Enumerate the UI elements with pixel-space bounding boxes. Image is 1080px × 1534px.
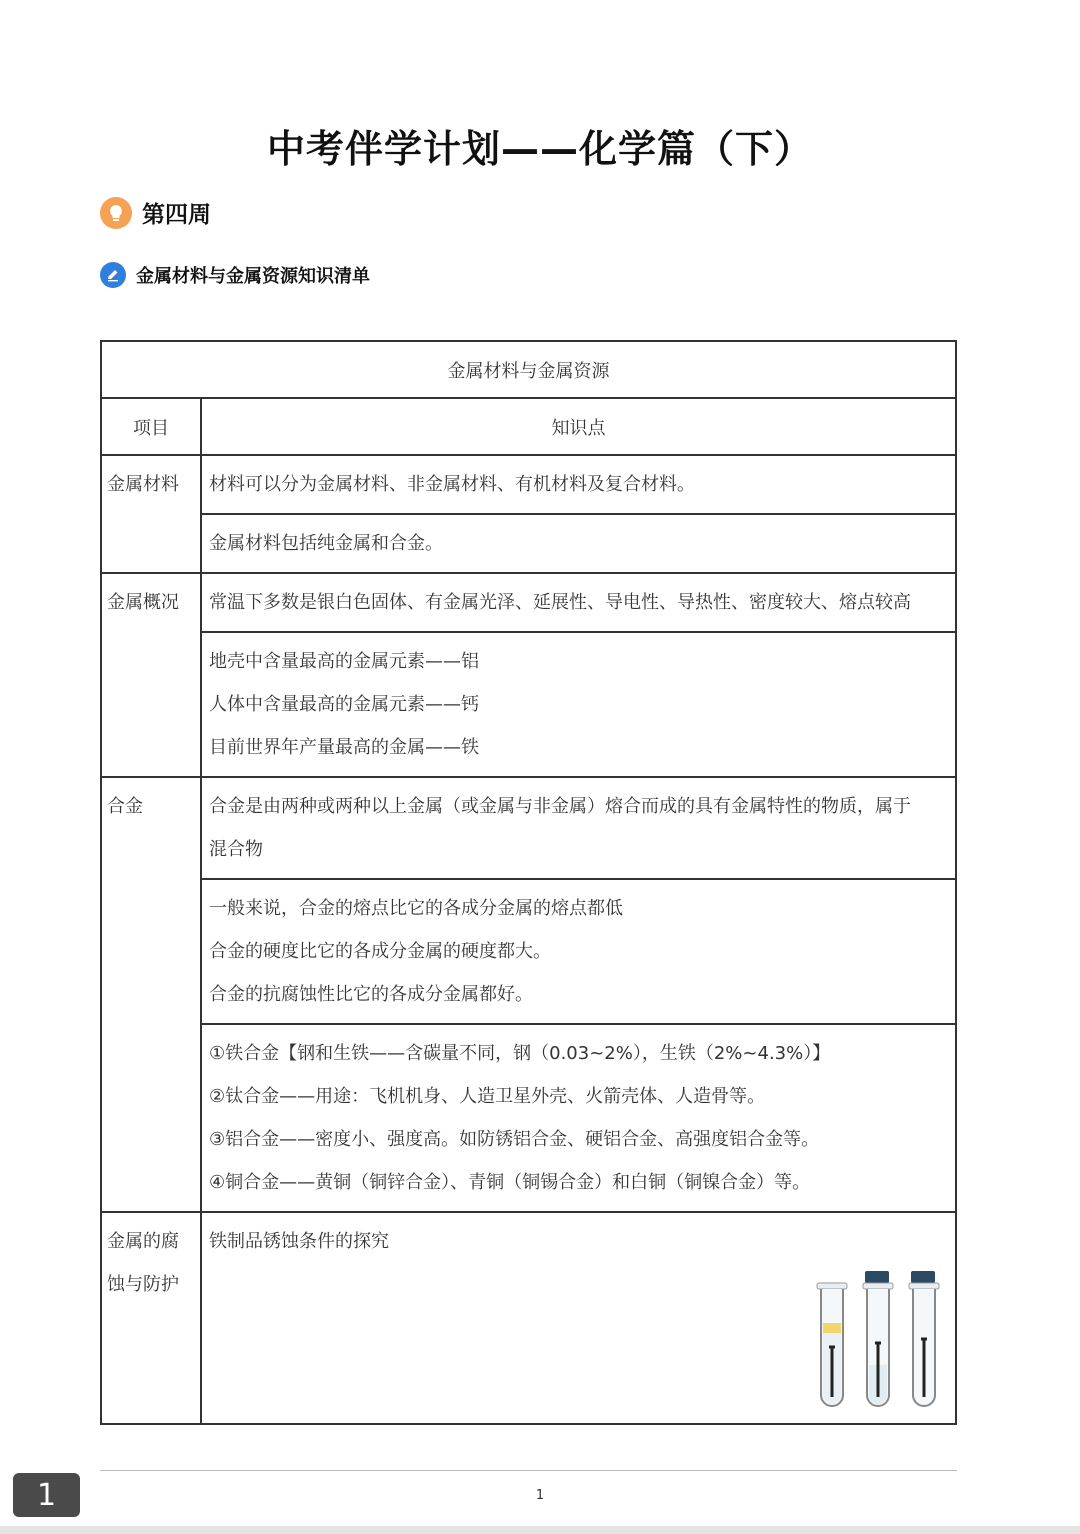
knowledge-line: 合金的抗腐蚀性比它的各成分金属都好。 bbox=[209, 984, 533, 1005]
page-indicator-badge[interactable]: 1 bbox=[13, 1473, 80, 1517]
footer-page-number: 1 bbox=[535, 1488, 545, 1503]
week-heading bbox=[100, 196, 211, 229]
knowledge-line: 一般来说，合金的熔点比它的各成分金属的熔点都低 bbox=[209, 898, 623, 919]
knowledge-line: 混合物 bbox=[209, 839, 263, 860]
subheading-label: 金属材料与金属资源知识清单 bbox=[136, 266, 370, 287]
knowledge-line: ④铜合金——黄铜（铜锌合金）、青铜（铜锡合金）和白铜（铜镍合金）等。 bbox=[209, 1172, 811, 1193]
test-tube-1 bbox=[817, 1283, 847, 1406]
knowledge-line: 合金的硬度比它的各成分金属的硬度都大。 bbox=[209, 941, 551, 962]
knowledge-cell bbox=[201, 573, 956, 632]
knowledge-line: 铁制品锈蚀条件的探究 bbox=[209, 1231, 389, 1252]
knowledge-line: 人体中含量最高的金属元素——钙 bbox=[209, 694, 479, 715]
knowledge-line: 金属材料包括纯金属和合金。 bbox=[209, 533, 443, 554]
table-caption: 金属材料与金属资源 bbox=[101, 341, 956, 398]
footer-divider bbox=[100, 1470, 957, 1471]
test-tubes-illustration bbox=[815, 1265, 945, 1415]
header-knowledge: 知识点 bbox=[201, 398, 956, 455]
knowledge-line: 材料可以分为金属材料、非金属材料、有机材料及复合材料。 bbox=[209, 474, 695, 495]
week-label: 第四周 bbox=[142, 202, 211, 228]
item-metal-overview: 金属概况 bbox=[101, 573, 201, 777]
section-subheading bbox=[100, 262, 370, 288]
item-alloy: 合金 bbox=[101, 777, 201, 1212]
knowledge-cell bbox=[201, 1024, 956, 1212]
knowledge-line: 合金是由两种或两种以上金属（或金属与非金属）熔合而成的具有金属特性的物质，属于 bbox=[209, 796, 911, 817]
knowledge-cell bbox=[201, 632, 956, 777]
header-item: 项目 bbox=[101, 398, 201, 455]
test-tube-2 bbox=[863, 1271, 893, 1406]
knowledge-table bbox=[100, 340, 957, 1425]
knowledge-line: ①铁合金【钢和生铁——含碳量不同，钢（0.03~2%），生铁（2%~4.3%）】 bbox=[209, 1043, 831, 1064]
item-metal-materials: 金属材料 bbox=[101, 455, 201, 573]
knowledge-cell bbox=[201, 777, 956, 879]
knowledge-line: 地壳中含量最高的金属元素——铝 bbox=[209, 651, 479, 672]
test-tube-3 bbox=[909, 1271, 939, 1406]
lightbulb-icon bbox=[100, 197, 132, 229]
knowledge-cell bbox=[201, 1212, 956, 1424]
knowledge-line: 常温下多数是银白色固体、有金属光泽、延展性、导电性、导热性、密度较大、熔点较高 bbox=[209, 592, 911, 613]
page-title: 中考伴学计划——化学篇（下） bbox=[266, 127, 813, 171]
pencil-icon bbox=[100, 262, 126, 288]
knowledge-line: ②钛合金——用途：飞机机身、人造卫星外壳、火箭壳体、人造骨等。 bbox=[209, 1086, 766, 1107]
knowledge-cell bbox=[201, 879, 956, 1024]
knowledge-line: 目前世界年产量最高的金属——铁 bbox=[209, 737, 479, 758]
knowledge-cell bbox=[201, 455, 956, 514]
bottom-strip bbox=[0, 1526, 1080, 1534]
knowledge-line: ③铝合金——密度小、强度高。如防锈铝合金、硬铝合金、高强度铝合金等。 bbox=[209, 1129, 820, 1150]
knowledge-cell bbox=[201, 514, 956, 573]
item-corrosion: 金属的腐 蚀与防护 bbox=[101, 1212, 201, 1424]
